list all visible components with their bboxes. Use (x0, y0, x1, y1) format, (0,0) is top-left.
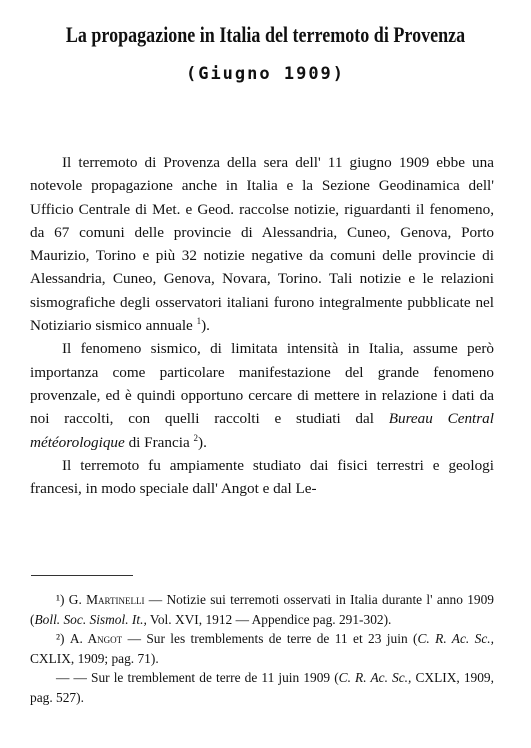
footnote-3-rest: CXLIX, 1909, pag. 527). (30, 670, 494, 705)
paragraph-2-text: Il fenomeno sismico, di limitata intensità in Italia, assume però importanza come particolare manifestazione del grande fenomeno provenzale, ed è quindi opportuno cercare di mettere in relazione i dati da noi raccolti, con quelli raccolti e studiati dal (30, 340, 494, 428)
footnote-2-author: A. Angot (69, 631, 123, 647)
paragraph-1 (30, 151, 494, 337)
footnote-1-mark: ¹) (56, 592, 65, 607)
footnote-3 (30, 668, 494, 707)
footnote-3-journal: C. R. Ac. Sc., (338, 670, 412, 686)
footnote-2 (30, 629, 494, 668)
paragraph-2-italic: Bureau Central météorologique (30, 410, 494, 451)
footnote-ref-2: 2 (193, 432, 199, 443)
footnote-ref-1: 1 (196, 316, 202, 327)
footnote-2-text: — Sur les tremblements de terre de 11 et 23 juin ( (127, 631, 418, 647)
paragraph-2 (30, 337, 494, 453)
paragraph-2-mid: di Francia (128, 433, 190, 451)
paragraph-1-text: Il terremoto di Provenza della sera dell' 11 giugno 1909 ebbe una notevole propagazione anche in Italia e la Sezione Geodinamica dell' Ufficio Centrale di Met. e Geod. raccolse notizie, riguardanti il fenomeno, da 67 comuni delle provincie di Alessandria, Cuneo, Genova, Porto Maurizio, Torino e più 32 notizie negative da comuni delle provincie di Alessandria, Cuneo, Genova, Novara, Torino. Tali notizie e le relazioni sismografiche degli osservatori italiani furono integralmente pubblicate nel Notiziario sismico annuale (30, 154, 494, 335)
footnote-1-author: G. Martinelli (68, 592, 145, 607)
footnote-1-rest: Vol. XVI, 1912 — Appendice pag. 291-302). (149, 611, 392, 627)
paragraph-1-end: ). (201, 317, 210, 335)
article-body (30, 151, 494, 500)
paragraph-2-end: ). (198, 433, 207, 451)
footnote-2-journal: C. R. Ac. Sc., (417, 631, 494, 647)
footnotes (30, 590, 494, 708)
footnote-1 (30, 590, 494, 629)
footnote-1-journal: Boll. Soc. Sismol. It., (34, 611, 147, 627)
article-title: La propagazione in Italia del terremoto di Provenza (65, 22, 466, 47)
paragraph-3 (30, 454, 494, 501)
footnote-2-mark: ²) (56, 631, 65, 647)
footnote-2-rest: CXLIX, 1909; pag. 71). (30, 650, 159, 666)
footnote-3-text: — — Sur le tremblement de terre de 11 juin 1909 ( (56, 670, 339, 686)
article-subtitle: (Giugno 1909) (185, 64, 346, 84)
footnote-divider (31, 575, 133, 576)
footnote-1-text: — Notizie sui terremoti osservati in Italia durante l' anno 1909 ( (30, 592, 494, 627)
paragraph-3-text: Il terremoto fu ampiamente studiato dai fisici terrestri e geologi francesi, in modo speciale dall' Angot e dal Le- (30, 456, 494, 498)
